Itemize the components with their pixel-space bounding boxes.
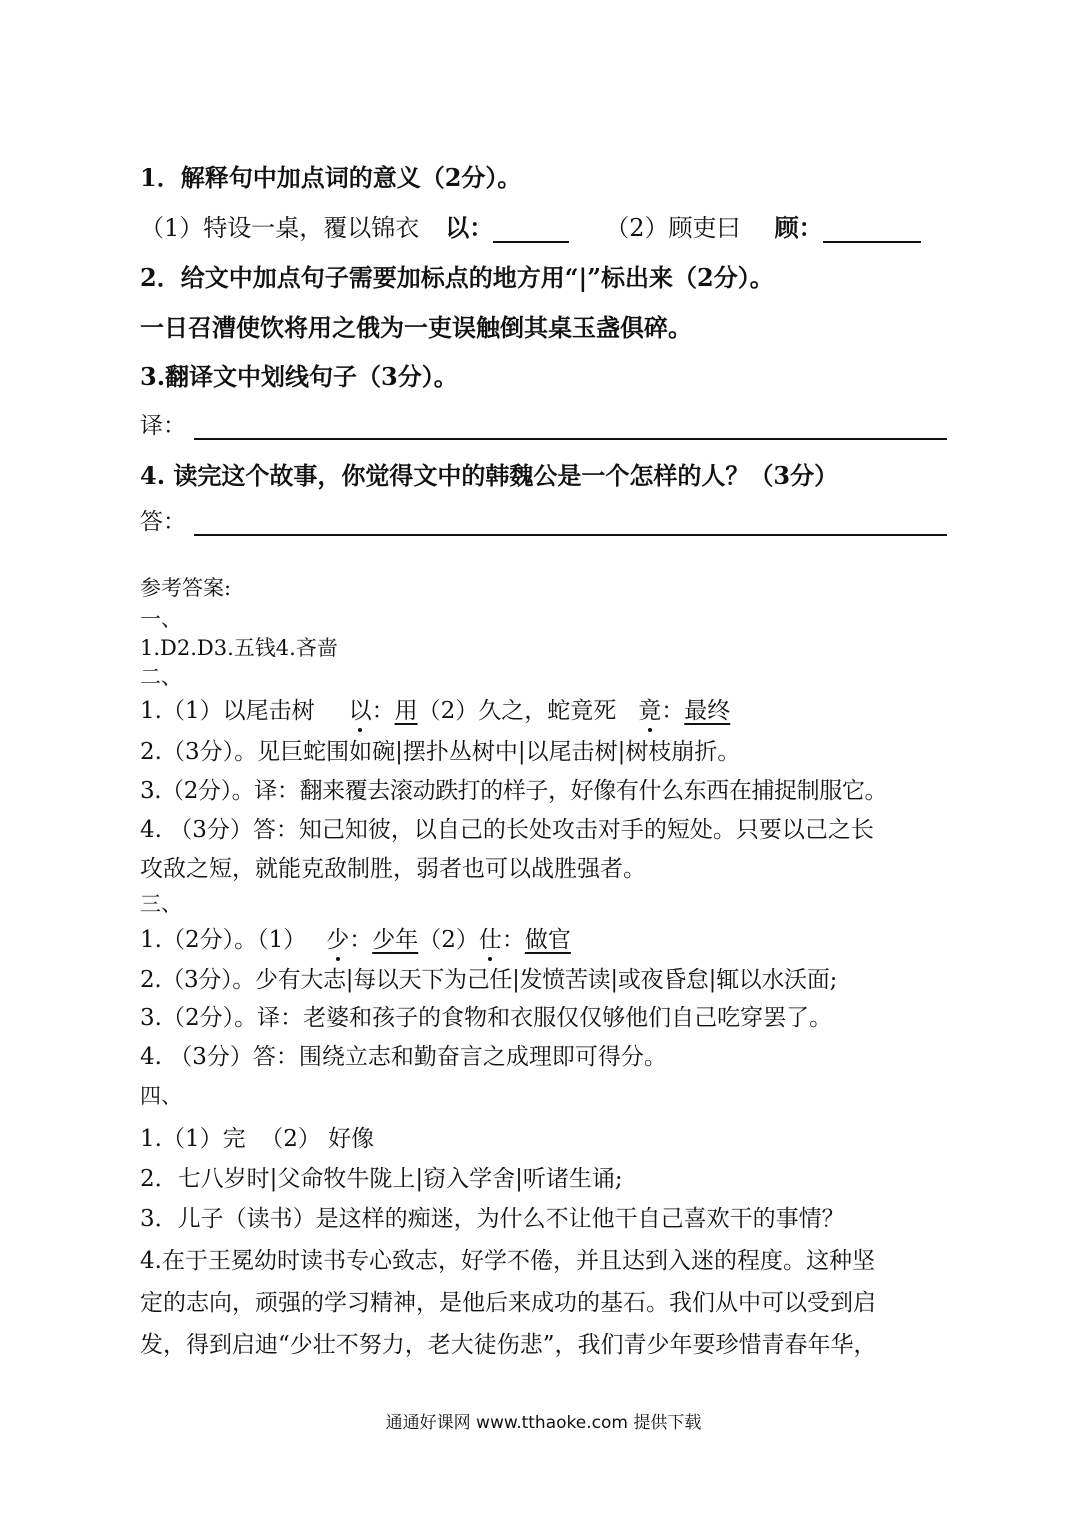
question-3-title: 3.翻译文中划线句子（3分）。 [140,362,458,391]
question-4-label: 答： [140,509,186,535]
section-2-line-2: 2.（3分）。见巨蛇围如碗|摆扑丛树中|以尾击树|树枝崩折。 [140,739,741,765]
question-4-title: 4. 读完这个故事，你觉得文中的韩魏公是一个怎样的人？（3分） [140,461,839,490]
s3-l1-part-b: （2） [418,927,479,953]
s3-l1-part-a: 1.（2分）。（1） [140,927,307,953]
page-footer: 通通好课网 www.tthaoke.com 提供下载 [385,1413,702,1433]
section-4-line-6: 发，得到启迪“少壮不努力，老大徒伤悲”，我们青少年要珍惜青春年华， [140,1332,877,1358]
section-2-line-1 [140,692,967,725]
s2-l1-colon-1: ： [371,698,395,724]
question-4-answer-line [194,508,947,536]
question-4-answer-row [140,503,947,536]
q1-item-2-blank [823,215,921,243]
section-1-heading: 一、 [140,607,182,631]
section-3-line-4: 4. （3分）答：围绕立志和勤奋言之成理即可得分。 [140,1044,667,1070]
section-4-line-2: 2．七八岁时|父命牧牛陇上|窃入学舍|听诸生诵; [140,1166,623,1192]
section-4-line-5: 定的志向，顽强的学习精神，是他后来成功的基石。我们从中可以受到启 [140,1290,876,1316]
section-4-line-3: 3．儿子（读书）是这样的痴迷，为什么不让他干自己喜欢干的事情？ [140,1206,845,1232]
s2-l1-word-1: 以 [349,692,372,725]
question-2-title: 2．给文中加点句子需要加标点的地方用“|”标出来（2分）。 [140,263,774,292]
section-3-heading: 三、 [140,892,182,916]
s3-l1-word-2: 仕 [479,921,502,954]
s2-l1-answer-2: 最终 [684,698,731,724]
section-1-line-1: 1.D2.D3.五钱4.吝啬 [140,636,338,660]
q1-item-2-word: 顾 [774,213,799,242]
q1-item-1-blank [493,215,569,243]
section-2-line-3: 3.（2分）。译：翻来覆去滚动跌打的样子，好像有什么东西在捕捉制服它。 [140,778,888,804]
section-2-heading: 二、 [140,665,182,689]
section-3-line-3: 3.（2分）。译：老婆和孩子的食物和衣服仅仅够他们自己吃穿罢了。 [140,1005,833,1031]
s3-l1-answer-1: 少年 [372,927,419,953]
answers-heading: 参考答案: [140,576,232,600]
s3-l1-answer-2: 做官 [524,927,571,953]
question-1-title: 1．解释句中加点词的意义（2分）。 [140,163,522,192]
s3-l1-colon-2: ： [501,927,525,953]
q1-item-1-text: （1）特设一桌，覆以锦衣 [140,214,420,242]
section-2-line-5: 攻敌之短，就能克敌制胜，弱者也可以战胜强者。 [140,856,646,882]
s2-l1-word-2: 竟 [638,692,661,725]
question-1-items [140,208,967,243]
s3-l1-colon-1: ： [349,927,373,953]
s2-l1-colon-2: ： [661,698,685,724]
section-4-line-4: 4.在于王冕幼时读书专心致志，好学不倦，并且达到入迷的程度。这种坚 [140,1248,875,1274]
section-4-line-1: 1.（1）完 （2） 好像 [140,1126,375,1152]
question-3-answer-line [194,412,947,440]
section-2-line-4: 4. （3分）答：知己知彼，以自己的长处攻击对手的短处。只要以己之长 [140,817,874,843]
q1-item-1-word: 以 [445,213,470,242]
s2-l1-answer-1: 用 [394,698,418,724]
question-3-label: 译： [140,413,186,439]
section-3-line-1 [140,921,967,954]
s2-l1-part-b: （2）久之，蛇竟死 [417,698,617,724]
question-2-sentence: 一日召漕使饮将用之俄为一吏误触倒其桌玉盏俱碎。 [140,313,692,342]
section-4-heading: 四、 [140,1084,182,1108]
q1-item-2-colon: ： [798,213,823,242]
q1-item-2-text: （2）顾吏曰 [605,214,741,242]
section-3-line-2: 2.（3分）。少有大志|每以天下为己任|发愤苦读|或夜昏怠|辄以水沃面; [140,967,838,993]
question-3-answer-row [140,407,947,440]
q1-item-1-colon: ： [469,213,494,242]
s3-l1-word-1: 少 [326,921,349,954]
s2-l1-part-a: 1.（1）以尾击树 [140,698,315,724]
